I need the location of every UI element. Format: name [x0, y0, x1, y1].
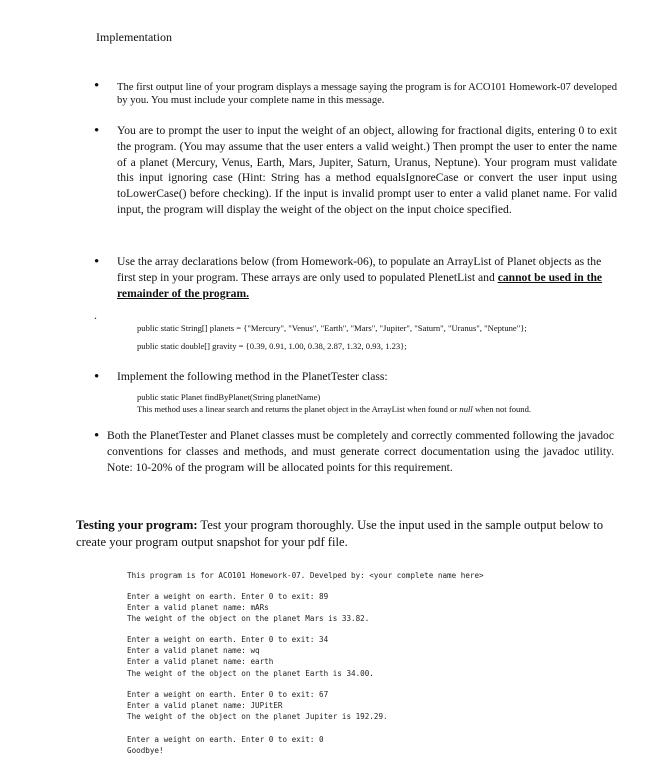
bullet-marker: • — [94, 428, 100, 444]
bullet-marker: • — [94, 123, 100, 139]
testing-text: Test your program thoroughly. Use the input used in the sample output below to create your program output snapshot for your pdf file. — [76, 518, 604, 549]
method-description-text: This method uses a linear search and returns the planet object in the ArrayList when found or — [137, 404, 460, 414]
bullet-output-line: The first output line of your program displays a message saying the program is for ACO101 Homework-07 developed by you. You must include your complete name in this message. — [117, 82, 617, 107]
console-block-earth: Enter a weight on earth. Enter 0 to exit: 34 Enter a valid planet name: wq Enter a valid planet name: earth The weight of the object on the planet Earth is 34.00. — [127, 635, 374, 678]
bullet-marker: • — [94, 78, 100, 94]
bullet-prompt-user: You are to prompt the user to input the weight of an object, allowing for fractional digits, entering 0 to exit the program. (You may assume that the user enters a valid weight.) Then prompt the user to enter the name of a planet (Mercury, Venus, Earth, Mars, Jupiter, Saturn, Uranus, Neptune). Your program must validate this input ignoring case (Hint: String has a method equalsIgnoreCase or convert the user input using toLowerCase() before checking). If the input is invalid prompt user to enter a valid planet name. For valid input, the program will display the weight of the object on the input choice specified. — [117, 124, 617, 216]
console-header-line: This program is for ACO101 Homework-07. Develped by: <your complete name here> — [127, 571, 484, 580]
console-block-mars: Enter a weight on earth. Enter 0 to exit: 89 Enter a valid planet name: mARs The weight of the object on the planet Mars is 33.82. — [127, 592, 370, 624]
testing-paragraph — [76, 517, 611, 551]
method-description-tail: when not found. — [472, 404, 532, 414]
bullet-javadoc-requirement: Both the PlanetTester and Planet classes must be completely and correctly commented following the javadoc conventions for classes and methods, and must generate correct documentation using the javadoc utility. Note: 10-20% of the program will be allocated points for this requirement. — [107, 429, 614, 474]
testing-label: Testing your program: — [76, 518, 198, 532]
bullet-marker: • — [94, 369, 100, 385]
stray-period: . — [94, 308, 97, 322]
null-keyword: null — [459, 404, 473, 414]
console-block-exit: Enter a weight on earth. Enter 0 to exit: 0 Goodbye! — [127, 735, 324, 756]
restriction-emphasis: cannot be used in the remainder of the program. — [117, 270, 603, 300]
bullet-array-declarations — [117, 254, 617, 301]
bullet-marker: • — [94, 254, 100, 270]
method-signature: public static Planet findByPlanet(String planetName) — [137, 392, 321, 402]
planets-array-code: public static String[] planets = {"Mercury", "Venus", "Earth", "Mars", "Jupiter", "Saturn", "Uranus", "Neptune"}; — [137, 323, 527, 333]
section-heading: Implementation — [96, 30, 172, 44]
array-declarations-text: Use the array declarations below (from Homework-06), to populate an ArrayList of Planet objects as the first step in your program. These arrays are only used to populated PlenetList and — [117, 255, 602, 284]
bullet-implement-method: Implement the following method in the PlanetTester class: — [117, 370, 388, 383]
console-block-jupiter: Enter a weight on earth. Enter 0 to exit: 67 Enter a valid planet name: JUPitER The weight of the object on the planet Jupiter is 192.29. — [127, 690, 388, 722]
gravity-array-code: public static double[] gravity = {0.39, 0.91, 1.00, 0.38, 2.87, 1.32, 0.93, 1.23}; — [137, 341, 407, 351]
method-description — [137, 403, 531, 415]
